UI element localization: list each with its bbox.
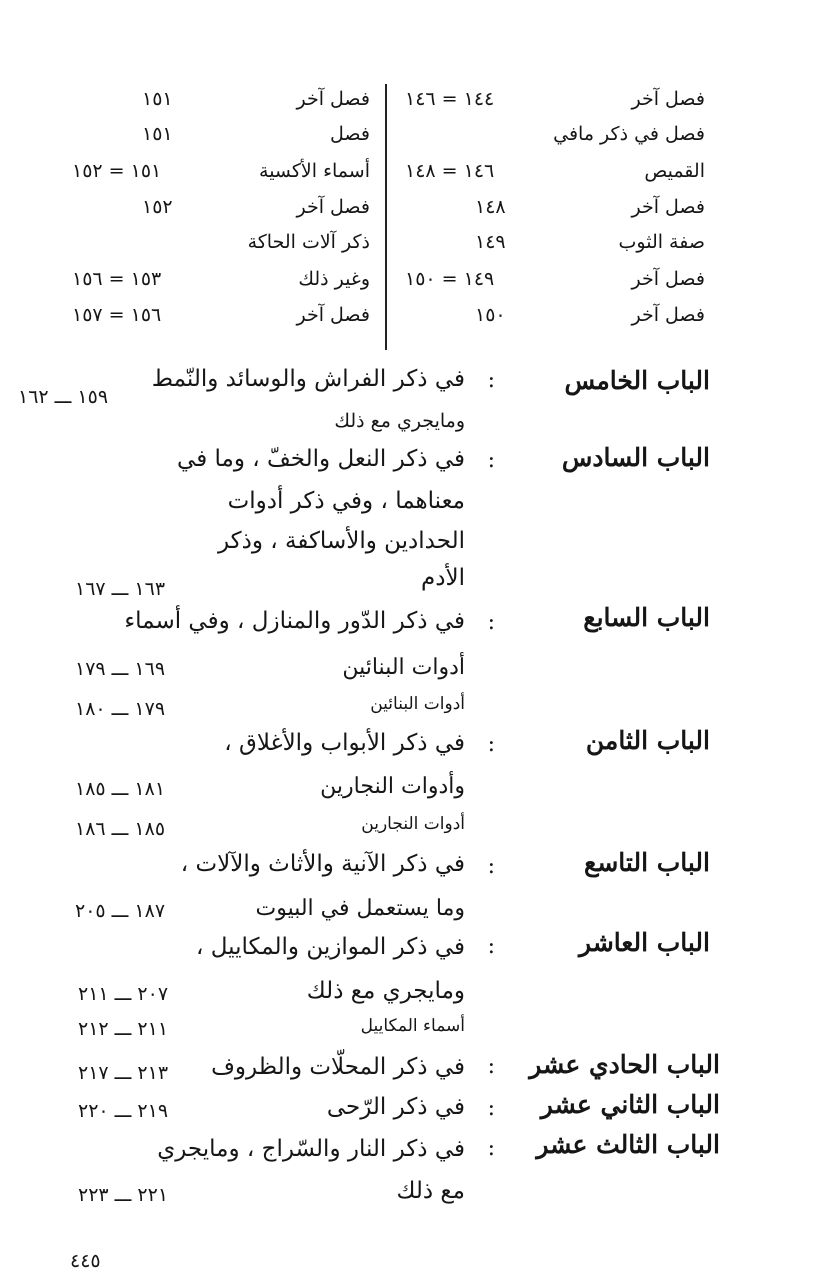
chapter-description: في ذكر النار والسّراج ، ومايجري: [157, 1136, 465, 1162]
section-title: أسماء الأكسية: [259, 160, 370, 182]
chapter-pages: ٢١٩ ـــ ٢٢٠: [78, 1100, 169, 1122]
chapter-description: مع ذلك: [396, 1178, 465, 1204]
subsection-label: أدوات النجارين: [361, 814, 465, 834]
colon: :: [487, 448, 495, 473]
subsection-pages: ١٨٥ ـــ ١٨٦: [75, 818, 166, 840]
subsection-label: أدوات البنائين: [370, 694, 465, 714]
chapter-pages: ١٥٩ ـــ ١٦٢: [18, 386, 109, 408]
section-pages: ١٥١ = ١٥٢: [72, 160, 162, 182]
chapter-heading: الباب السابع: [583, 603, 710, 632]
chapter-description: معناهما ، وفي ذكر أدوات: [227, 488, 465, 514]
chapter-description: في ذكر الأبواب والأغلاق ،: [224, 730, 465, 756]
section-title: فصل آخر: [631, 196, 705, 218]
section-title: فصل آخر: [631, 304, 705, 326]
subsection-pages: ١٧٩ ـــ ١٨٠: [75, 698, 166, 720]
chapter-description: في ذكر الآنية والأثاث والآلات ،: [180, 851, 465, 877]
chapter-description: في ذكر المحلّات والظروف: [211, 1054, 465, 1080]
chapter-heading: الباب الحادي عشر: [529, 1050, 720, 1079]
section-pages: ١٤٩: [475, 231, 506, 253]
chapter-description: في ذكر الدّور والمنازل ، وفي أسماء: [124, 608, 465, 634]
chapter-pages: ١٨١ ـــ ١٨٥: [75, 778, 166, 800]
chapter-heading: الباب الثاني عشر: [540, 1090, 720, 1119]
chapter-description: في ذكر الموازين والمكاييل ،: [196, 934, 465, 960]
section-title: فصل في ذكر مافي: [553, 123, 705, 145]
chapter-description: في ذكر النعل والخفّ ، وما في: [177, 446, 465, 472]
chapter-description: أدوات البنائين: [342, 655, 465, 680]
section-title: فصل آخر: [296, 88, 370, 110]
chapter-description: وما يستعمل في البيوت: [255, 896, 465, 921]
chapter-description: الأدم: [421, 565, 465, 591]
colon: :: [487, 934, 495, 959]
section-title: فصل آخر: [296, 196, 370, 218]
colon: :: [487, 732, 495, 757]
section-pages: ١٥٣ = ١٥٦: [72, 268, 162, 290]
section-pages: ١٤٦ = ١٤٨: [405, 160, 495, 182]
chapter-heading: الباب الخامس: [564, 366, 710, 395]
colon: :: [487, 854, 495, 879]
colon: :: [487, 1054, 495, 1079]
section-title: فصل آخر: [296, 304, 370, 326]
chapter-description: ومايجري مع ذلك: [306, 978, 465, 1004]
section-pages: ١٤٩ = ١٥٠: [405, 268, 495, 290]
subsection-pages: ٢١١ ـــ ٢١٢: [78, 1018, 169, 1040]
colon: :: [487, 1096, 495, 1121]
chapter-pages: ٢١٣ ـــ ٢١٧: [78, 1062, 169, 1084]
chapter-pages: ١٦٣ ـــ ١٦٧: [75, 578, 166, 600]
chapter-description: في ذكر الرّحى: [326, 1094, 465, 1120]
section-pages: ١٥٠: [475, 304, 506, 326]
section-pages: ١٤٤ = ١٤٦: [405, 88, 495, 110]
section-title: صفة الثوب: [618, 231, 705, 253]
section-pages: ١٥١: [142, 123, 173, 145]
section-title: فصل آخر: [631, 88, 705, 110]
chapter-pages: ٢٠٧ ـــ ٢١١: [78, 983, 169, 1005]
section-pages: ١٥١: [142, 88, 173, 110]
chapter-description: وأدوات النجارين: [320, 774, 465, 799]
chapter-heading: الباب العاشر: [579, 928, 710, 957]
chapter-pages: ٢٢١ ـــ ٢٢٣: [78, 1184, 169, 1206]
chapter-description: ومايجري مع ذلك: [334, 410, 465, 432]
section-pages: ١٥٢: [142, 196, 173, 218]
chapter-pages: ١٦٩ ـــ ١٧٩: [75, 658, 166, 680]
section-title: القميص: [644, 160, 705, 182]
chapter-description: في ذكر الفراش والوسائد والنّمط: [151, 366, 465, 392]
column-divider: [385, 84, 387, 350]
colon: :: [487, 1136, 495, 1161]
chapter-heading: الباب الثالث عشر: [536, 1130, 720, 1159]
section-pages: ١٥٦ = ١٥٧: [72, 304, 162, 326]
chapter-pages: ١٨٧ ـــ ٢٠٥: [75, 900, 166, 922]
section-title: فصل آخر: [631, 268, 705, 290]
subsection-label: أسماء المكاييل: [360, 1016, 465, 1036]
section-title: وغير ذلك: [298, 268, 370, 290]
colon: :: [487, 610, 495, 635]
section-title: ذكر آلات الحاكة: [247, 231, 370, 253]
page-number: ٤٤٥: [70, 1250, 101, 1272]
chapter-heading: الباب التاسع: [584, 848, 710, 877]
section-title: فصل: [330, 123, 370, 145]
chapter-description: الحدادين والأساكفة ، وذكر: [217, 528, 465, 554]
chapter-heading: الباب الثامن: [585, 726, 710, 755]
section-pages: ١٤٨: [475, 196, 506, 218]
chapter-heading: الباب السادس: [561, 443, 710, 472]
colon: :: [487, 368, 495, 393]
